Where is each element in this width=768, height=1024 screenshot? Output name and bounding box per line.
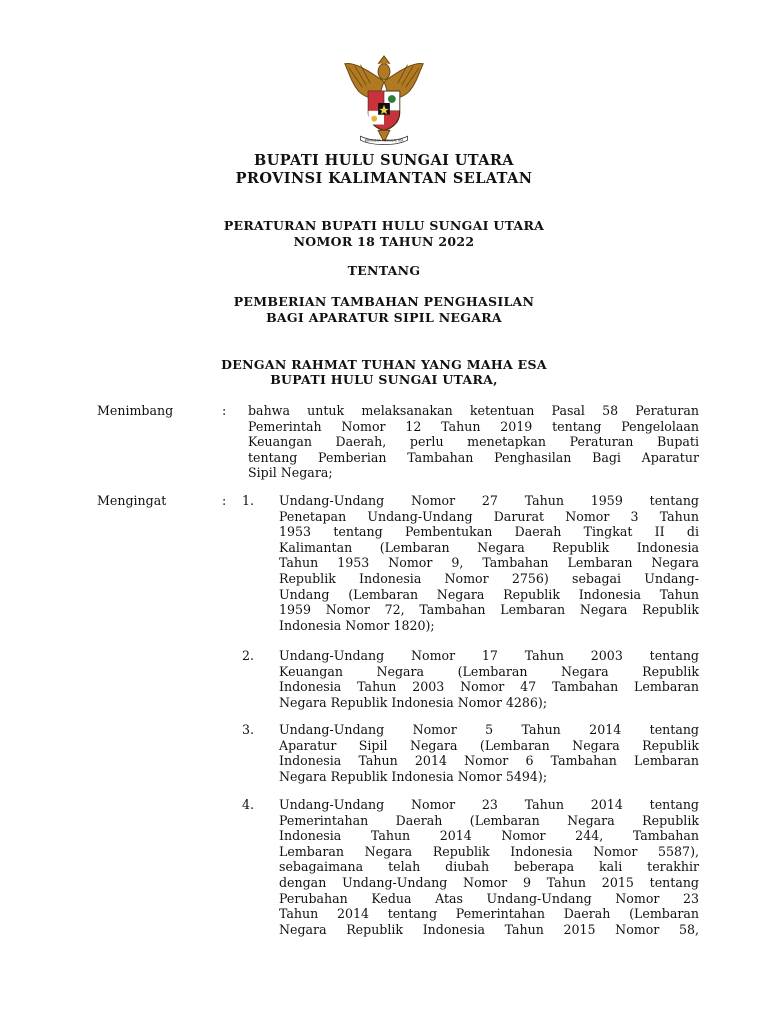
item-line: Negara Republik Indonesia Tahun 2015 Nomor 58,	[279, 921, 699, 937]
item-line: 1959 Nomor 72, Tambahan Lembaran Negara Republik	[279, 602, 699, 618]
item-line: Indonesia Tahun 2003 Nomor 47 Tambahan Lembaran	[279, 679, 699, 695]
item-line: Perubahan Kedua Atas Undang-Undang Nomor 23	[279, 890, 699, 906]
subject-line-1: PEMBERIAN TAMBAHAN PENGHASILAN	[233, 294, 535, 309]
item-line: Undang-Undang Nomor 5 Tahun 2014 tentang	[279, 722, 699, 737]
menimbang-line: Sipil Negara;	[248, 465, 333, 481]
item-line: Undang-Undang Nomor 23 Tahun 2014 tentang	[279, 797, 699, 812]
item-line: Kalimantan (Lembaran Negara Republik Indonesia	[279, 539, 699, 555]
item-line: Tahun 1953 Nomor 9, Tambahan Lembaran Negara	[279, 555, 699, 571]
menimbang-line: bahwa untuk melaksanakan ketentuan Pasal 58 Peraturan	[248, 403, 699, 418]
item-line: sebagaimana telah diubah beberapa kali terakhir	[279, 859, 699, 875]
item-line: Keuangan Negara (Lembaran Negara Republik	[279, 663, 699, 679]
item-number: 1.	[242, 493, 255, 508]
item-line: Indonesia Tahun 2014 Nomor 244, Tambahan	[279, 828, 699, 844]
item-line: Aparatur Sipil Negara (Lembaran Negara Republik	[279, 737, 699, 753]
item-line: Republik Indonesia Nomor 2756) sebagai Undang-	[279, 570, 699, 586]
mengingat-colon: :	[222, 493, 227, 508]
menimbang-line: tentang Pemberian Tambahan Penghasilan Bagi Aparatur	[248, 449, 699, 465]
garuda-pancasila-emblem-icon	[335, 52, 433, 150]
item-number: 2.	[242, 648, 255, 663]
mengingat-item-3	[279, 722, 699, 784]
menimbang-colon: :	[222, 403, 227, 418]
menimbang-line: Keuangan Daerah, perlu menetapkan Peraturan Bupati	[248, 434, 699, 450]
subject-line-2: BAGI APARATUR SIPIL NEGARA	[266, 310, 502, 325]
item-line: Indonesia Nomor 1820);	[279, 617, 435, 633]
item-line: Penetapan Undang-Undang Darurat Nomor 3 Tahun	[279, 508, 699, 524]
mengingat-label: Mengingat	[97, 493, 167, 508]
item-line: Negara Republik Indonesia Nomor 4286);	[279, 694, 548, 710]
rahmat-line-1: DENGAN RAHMAT TUHAN YANG MAHA ESA	[221, 357, 547, 372]
ribbon-text: BHINNEKA TUNGGAL IKA	[364, 138, 404, 143]
item-line: Undang (Lembaran Negara Republik Indonesia Tahun	[279, 586, 699, 602]
item-line: 1953 tentang Pembentukan Daerah Tingkat II di	[279, 524, 699, 540]
mengingat-item-2	[279, 648, 699, 710]
header-line-2: PROVINSI KALIMANTAN SELATAN	[235, 170, 533, 187]
item-line: dengan Undang-Undang Nomor 9 Tahun 2015 tentang	[279, 874, 699, 890]
item-number: 3.	[242, 722, 255, 737]
title-line-2: NOMOR 18 TAHUN 2022	[293, 234, 475, 249]
item-line: Lembaran Negara Republik Indonesia Nomor 5587),	[279, 843, 699, 859]
title-tentang: TENTANG	[347, 263, 421, 278]
item-line: Undang-Undang Nomor 27 Tahun 1959 tentang	[279, 493, 699, 508]
rahmat-line-2: BUPATI HULU SUNGAI UTARA,	[270, 372, 498, 387]
mengingat-item-4	[279, 797, 699, 937]
item-line: Indonesia Tahun 2014 Nomor 6 Tambahan Lembaran	[279, 753, 699, 769]
item-line: Negara Republik Indonesia Nomor 5494);	[279, 768, 548, 784]
header-line-1: BUPATI HULU SUNGAI UTARA	[254, 152, 514, 169]
item-line: Undang-Undang Nomor 17 Tahun 2003 tentang	[279, 648, 699, 663]
item-line: Tahun 2014 tentang Pemerintahan Daerah (Lembaran	[279, 906, 699, 922]
title-line-1: PERATURAN BUPATI HULU SUNGAI UTARA	[223, 218, 545, 233]
mengingat-item-1	[279, 493, 699, 633]
item-line: Pemerintahan Daerah (Lembaran Negara Republik	[279, 812, 699, 828]
menimbang-paragraph	[248, 403, 699, 481]
menimbang-line: Pemerintah Nomor 12 Tahun 2019 tentang Pengelolaan	[248, 418, 699, 434]
menimbang-label: Menimbang	[97, 403, 174, 418]
item-number: 4.	[242, 797, 255, 812]
